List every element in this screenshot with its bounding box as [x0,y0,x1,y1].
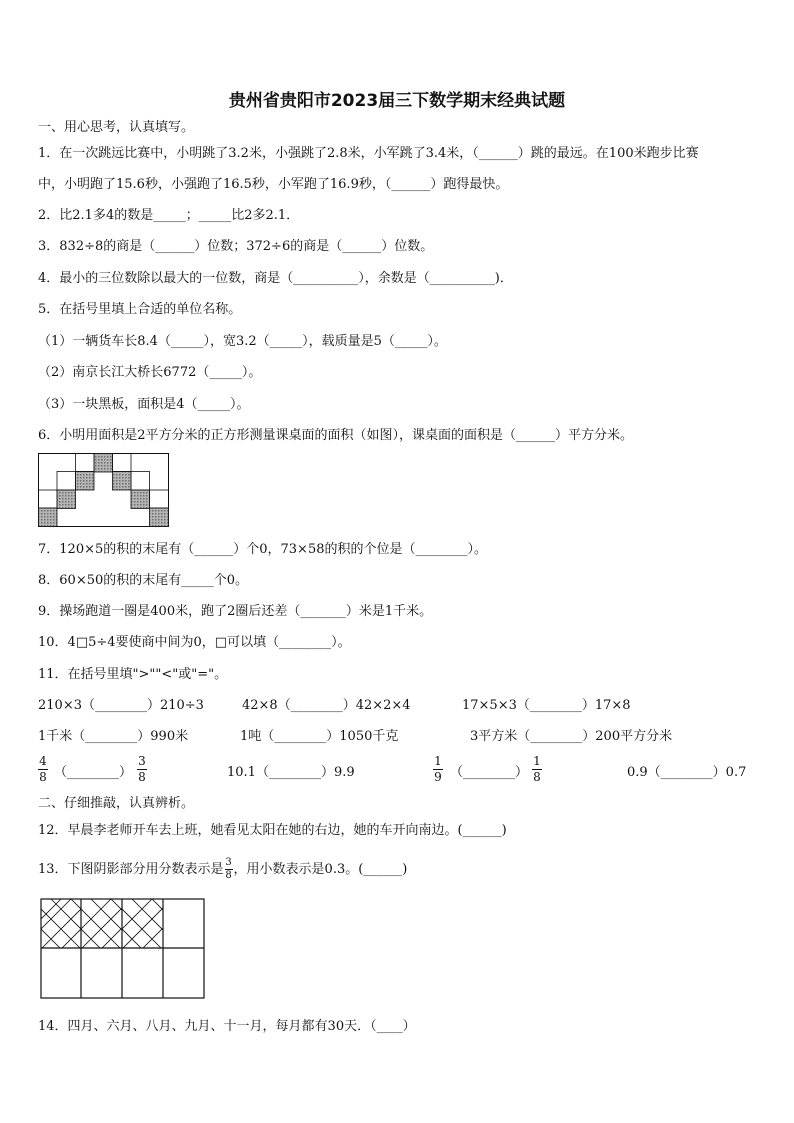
question-10: 10．4□5÷4要使商中间为0，□可以填（________）。 [38,635,351,650]
compare-item: 10.1（________）9.9 [227,765,355,780]
compare-blank: （________） [450,765,529,780]
question-6: 6．小明用面积是2平方分米的正方形测量课桌面的面积（如图），课桌面的面积是（______）平方分米。 [38,428,634,443]
shaded-square [131,490,150,509]
question-14: 14．四月、六月、八月、九月、十一月，每月都有30天．（____） [38,1019,416,1034]
page-title: 贵州省贵阳市2023届三下数学期末经典试题 [228,91,566,111]
desk-figure [38,453,170,528]
question-4: 4．最小的三位数除以最大的一位数，商是（__________），余数是（__________)． [38,271,513,286]
question-7: 7．120×5的积的末尾有（______）个0，73×58的积的个位是（________）。 [38,542,487,557]
shaded-square [76,472,95,491]
question-5-part-2: （2）南京长江大桥长6772（_____）。 [38,365,262,380]
question-3: 3．832÷8的商是（______）位数；372÷6的商是（______）位数。 [38,239,434,254]
shaded-square [94,454,113,473]
fraction-three-eighths: 3 8 [138,754,146,784]
hatch-lines [40,899,206,969]
grid-figure [40,898,206,1000]
question-5-part-3: （3）一块黑板，面积是4（_____）。 [38,397,250,412]
section-2-heading: 二、仔细推敲，认真辨析。 [38,796,195,811]
fraction-one-eighth: 1 8 [533,754,541,784]
section-1-heading: 一、用心思考，认真填写。 [38,120,195,135]
question-5: 5．在括号里填上合适的单位名称。 [38,302,242,317]
fraction-four-eighths: 4 8 [39,754,47,784]
compare-item: 3平方米（________）200平方分米 [470,729,673,744]
compare-item: 210×3（________）210÷3 [38,698,204,713]
compare-item: 0.9（________）0.7 [627,765,747,780]
question-8: 8．60×50的积的末尾有_____个0。 [38,573,249,588]
compare-blank: （________） [54,765,133,780]
question-5-part-1: （1）一辆货车长8.4（_____），宽3.2（_____），载质量是5（_____）。 [38,334,447,349]
question-1-line-1: 1．在一次跳远比赛中，小明跳了3.2米，小强跳了2.8米，小军跳了3.4米，（______）跳的最远。在100米跑步比赛 [38,146,699,161]
shaded-square [39,508,58,527]
shaded-square [57,490,76,509]
fraction-one-ninth: 1 9 [434,754,442,784]
question-1-line-2: 中，小明跑了15.6秒，小强跑了16.5秒，小军跑了16.9秒，（______）跑得最快。 [38,177,509,192]
compare-item: 1千米（________）990米 [38,729,189,744]
question-2: 2．比2.1多4的数是_____；_____比2多2.1． [38,208,300,223]
fraction-three-eighths-inline: $\frac{3}{8}$ [225,857,232,881]
compare-item: 42×8（________）42×2×4 [242,698,411,713]
shaded-square [150,508,169,527]
question-12: 12．早晨李老师开车去上班，她看见太阳在她的右边，她的车开向南边。(______) [38,823,507,838]
question-11: 11．在括号里填">""<"或"="。 [38,667,228,682]
compare-item: 17×5×3（________）17×8 [462,698,631,713]
compare-item: 1吨（________）1050千克 [240,729,399,744]
question-13: 13．下图阴影部分用分数表示是 $\frac{3}{8}$ ，用小数表示是0.3。(______) [38,857,408,881]
question-9: 9．操场跑道一圈是400米，跑了2圈后还差（_______）米是1千米。 [38,604,433,619]
shaded-square [113,472,132,491]
